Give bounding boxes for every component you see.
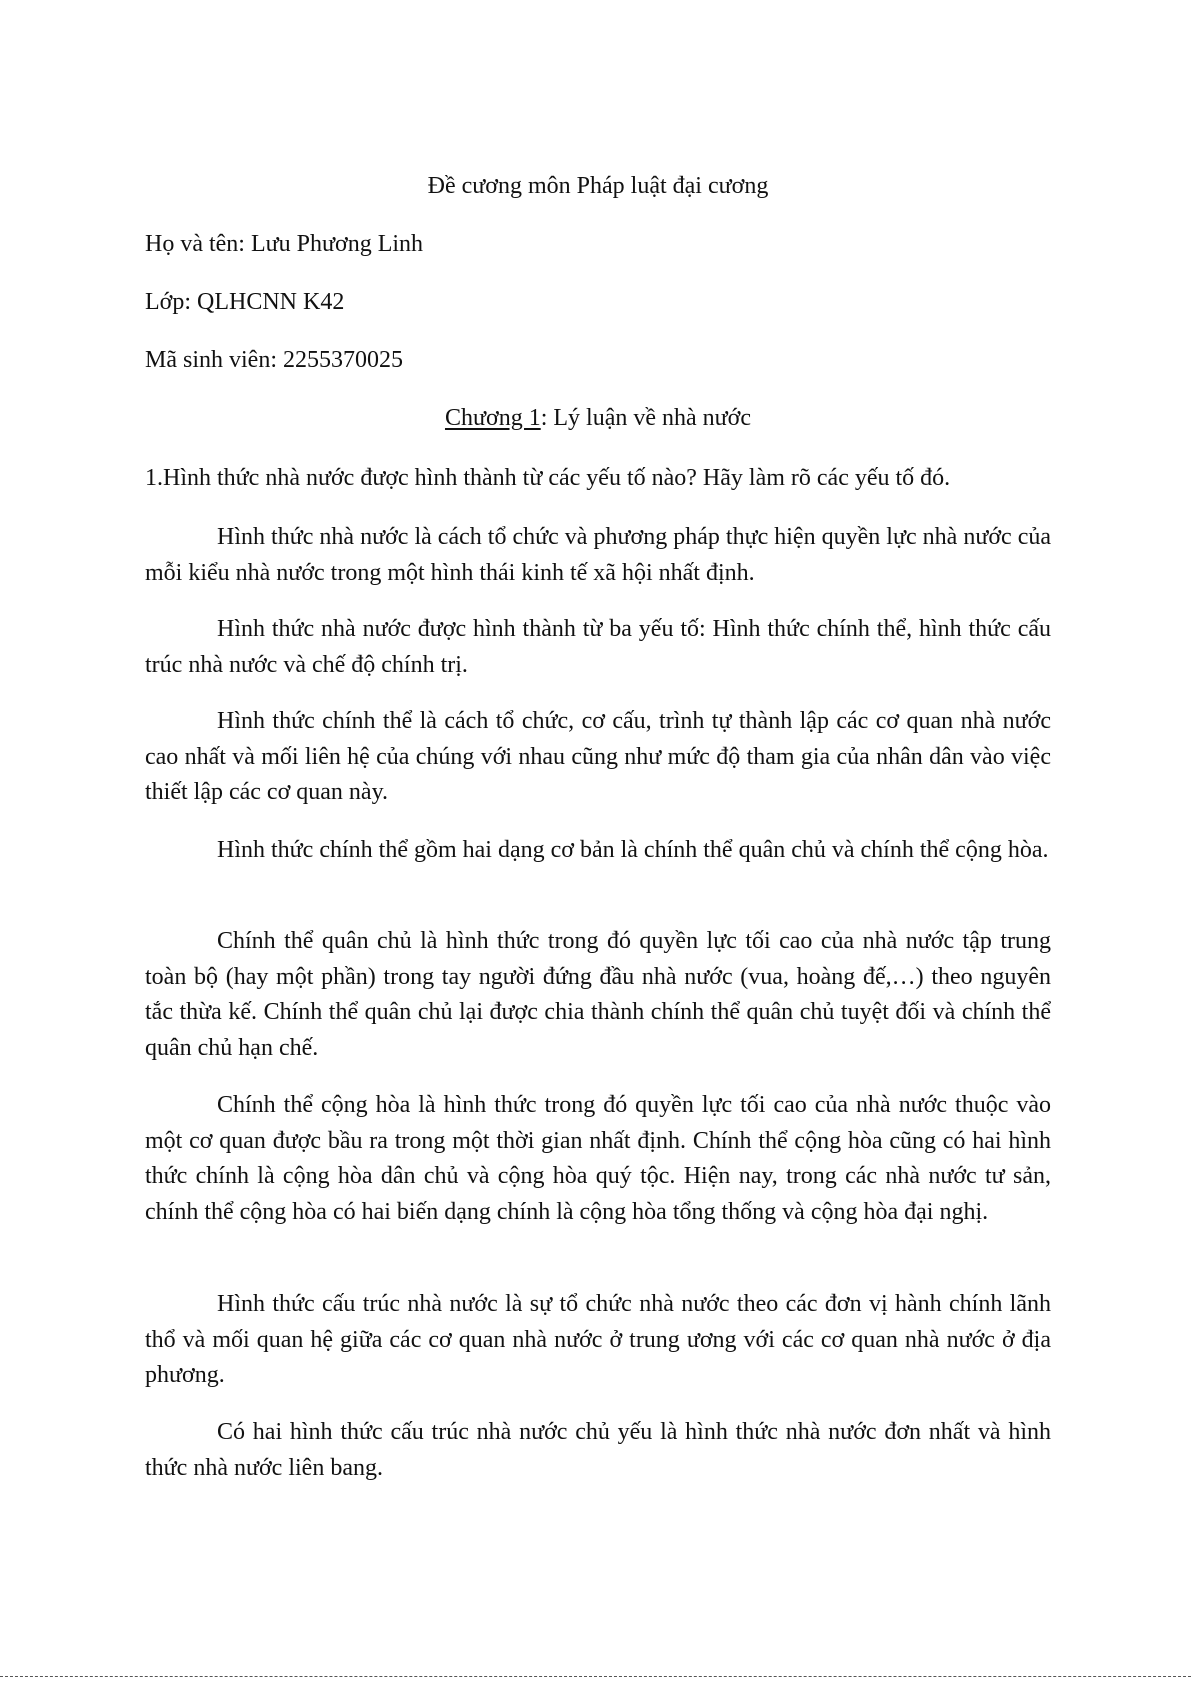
paragraph: Hình thức chính thể gồm hai dạng cơ bản là chính thể quân chủ và chính thể cộng hòa. — [217, 837, 1049, 863]
paragraph: Hình thức nhà nước được hình thành từ ba yếu tố: Hình thức chính thể, hình thức cấu trúc nhà nước và chế độ chính trị. — [145, 616, 1051, 678]
student-name: Họ và tên: Lưu Phương Linh — [145, 231, 424, 257]
question-heading: 1.Hình thức nhà nước được hình thành từ các yếu tố nào? Hãy làm rõ các yếu tố đó. — [145, 465, 951, 491]
paragraph: Hình thức chính thể là cách tổ chức, cơ cấu, trình tự thành lập các cơ quan nhà nước cao nhất và mối liên hệ của chúng với nhau cũng như mức độ tham gia của nhân dân vào việc thiết lập các cơ quan này. — [145, 708, 1051, 805]
paragraph: Có hai hình thức cấu trúc nhà nước chủ yếu là hình thức nhà nước đơn nhất và hình thức nhà nước liên bang. — [145, 1419, 1051, 1481]
paragraph: Chính thể quân chủ là hình thức trong đó quyền lực tối cao của nhà nước tập trung toàn bộ (hay một phần) trong tay người đứng đầu nhà nước (vua, hoàng đế,…) theo nguyên tắc thừa kế. Chính thể quân chủ lại được chia thành chính thể quân chủ tuyệt đối và chính thể quân chủ hạn chế. — [145, 928, 1051, 1061]
chapter-heading — [145, 402, 1051, 434]
chapter-title: : Lý luận về nhà nước — [540, 405, 752, 431]
student-id: Mã sinh viên: 2255370025 — [145, 347, 403, 373]
document-page — [145, 0, 1051, 1685]
paragraph: Hình thức cấu trúc nhà nước là sự tổ chức nhà nước theo các đơn vị hành chính lãnh thổ và mối quan hệ giữa các cơ quan nhà nước ở trung ương với các cơ quan nhà nước ở địa phương. — [145, 1291, 1051, 1388]
paragraph: Chính thể cộng hòa là hình thức trong đó quyền lực tối cao của nhà nước thuộc vào một cơ quan được bầu ra trong một thời gian nhất định. Chính thể cộng hòa cũng có hai hình thức chính là cộng hòa dân chủ và cộng hòa quý tộc. Hiện nay, trong các nhà nước tư sản, chính thể cộng hòa có hai biến dạng chính là cộng hòa tổng thống và cộng hòa đại nghị. — [145, 1092, 1051, 1225]
document-title: Đề cương môn Pháp luật đại cương — [427, 173, 769, 199]
student-class: Lớp: QLHCNN K42 — [145, 289, 345, 315]
page-bottom-divider — [0, 1676, 1191, 1678]
chapter-number: Chương 1 — [444, 405, 541, 431]
paragraph: Hình thức nhà nước là cách tổ chức và phương pháp thực hiện quyền lực nhà nước của mỗi kiểu nhà nước trong một hình thái kinh tế xã hội nhất định. — [145, 524, 1051, 586]
